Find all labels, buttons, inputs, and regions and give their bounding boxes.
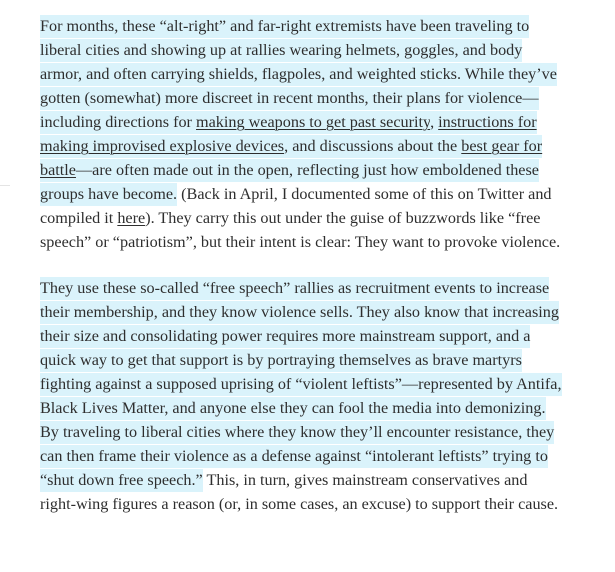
highlighted-text: , (430, 111, 438, 134)
link-here[interactable]: here (117, 209, 146, 227)
paragraph-1 (40, 14, 566, 254)
body-text: (Back in April, I documented some of this on Twitter and compiled it (40, 185, 552, 227)
link-making-weapons[interactable]: making weapons to get past security (196, 111, 430, 134)
highlighted-text: , and discussions about the (284, 135, 461, 158)
highlighted-text: —are often made out in the open, reflecting just how emboldened these groups have become. (40, 159, 539, 206)
page-edge-divider (0, 185, 10, 186)
highlighted-text: For months, these “alt-right” and far-right extremists have been traveling to liberal cities and showing up at rallies wearing helmets, goggles, and body armor, and often carrying shields, flagpoles, and weighted sticks. While they’ve gotten (somewhat) more discreet in recent months, their plans for violence—including directions for (40, 15, 557, 134)
link-improvised-explosives[interactable]: instructions for making improvised explosive devices (40, 111, 537, 158)
paragraph-2 (40, 276, 566, 516)
highlighted-text: They use these so-called “free speech” rallies as recruitment events to increase their membership, and they know violence sells. They also know that increasing their size and consolidating power requires more mainstream support, and a quick way to get that support is by portraying themselves as brave martyrs fighting against a supposed uprising of “violent leftists”—represented by Antifa, Black Lives Matter, and anyone else they can fool the media into demonizing. By traveling to liberal cities where they know they’ll encounter resistance, they can then frame their violence as a defense against “intolerant leftists” trying to “shut down free speech.” (40, 277, 562, 492)
body-text: This, in turn, gives mainstream conservatives and right-wing figures a reason (or, in some cases, an excuse) to support their cause. (40, 471, 559, 513)
body-text: ). They carry this out under the guise of buzzwords like “free speech” or “patriotism”, but their intent is clear: They want to provoke violence. (40, 209, 561, 251)
link-best-gear[interactable]: best gear for battle (40, 135, 542, 182)
article-body (40, 14, 566, 538)
